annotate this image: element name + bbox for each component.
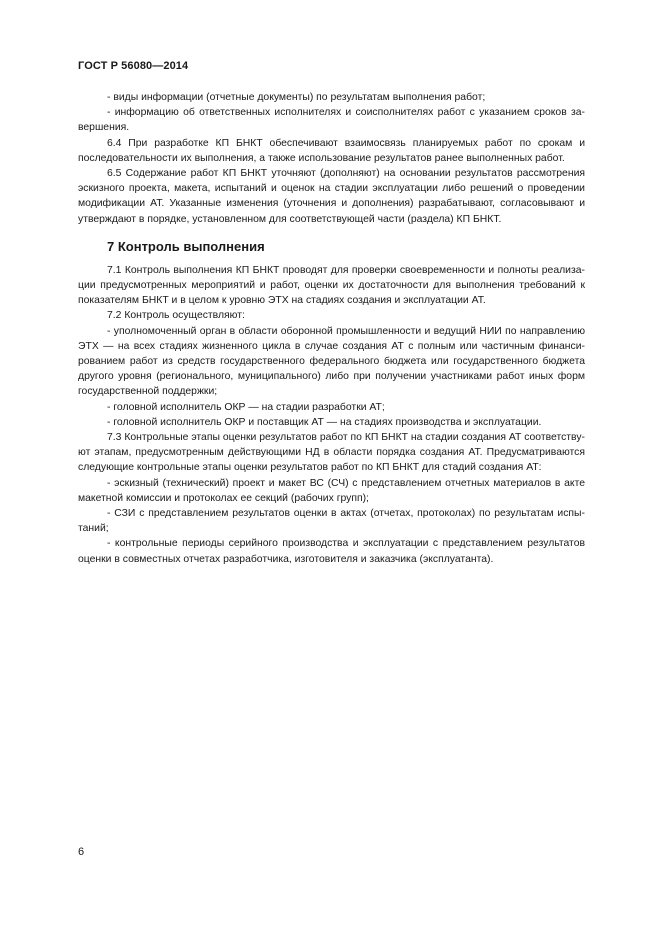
- clause-7-3: 7.3 Контрольные этапы оценки результатов работ по КП БНКТ на стадии создания АТ соответствуют этапам, предусмотренным действующими НД в области порядка создания АТ. Предусматриваются следующие контрольные этапы оценки результатов работ по КП БНКТ для стадий создания АТ:: [78, 432, 585, 474]
- list-item: - головной исполнитель ОКР и поставщик АТ — на стадиях производства и эксплуатации.: [107, 416, 542, 428]
- list-item: - эскизный (технический) проект и макет ВС (СЧ) с представлением отчетных материалов в акте макетной комиссии и протоколах ее секций (рабочих групп);: [78, 477, 585, 504]
- list-item: - СЗИ с представлением результатов оценки в актах (отчетах, протоколах) по результатам испытаний;: [78, 508, 585, 535]
- clause-7-1: 7.1 Контроль выполнения КП БНКТ проводят для проверки своевременности и полноты реализации предусмотренных мероприятий и работ, оценки их достаточности для выполнения требований к показателям БНКТ и в целом к уровню ЭТХ на стадиях создания и эксплуатации АТ.: [78, 264, 585, 307]
- clause-6-5: 6.5 Содержание работ КП БНКТ уточняют (дополняют) на основании результатов рассмотрения эскизного проекта, макета, испытаний и оценок на стадии эксплуатации либо решений о проведении модификации АТ. Указанные изменения (уточнения и дополнения) разрабатывают, согласовывают и утверждают в порядке, установленном для соответствующей части (раздела) КП БНКТ.: [78, 168, 585, 225]
- section-heading: 7 Контроль выполнения: [107, 238, 265, 254]
- document-body: [78, 90, 585, 567]
- list-item: - уполномоченный орган в области оборонной промышленности и ведущий НИИ по направлению ЭТХ — на всех стадиях жизненного цикла в случае создания АТ с полным или частичным финансированием работ из средств государственного федерального бюджета или государственного бюджета другого уровня (регионального, муниципального) либо при получении участниками работ иных форм государственной поддержки;: [78, 325, 585, 398]
- list-item: - виды информации (отчетные документы) по результатам выполнения работ;: [107, 92, 486, 103]
- page-number: 6: [78, 846, 85, 858]
- clause-6-4: 6.4 При разработке КП БНКТ обеспечивают взаимосвязь планируемых работ по срокам и последовательности их выполнения, а также использование результатов ранее выполненных работ.: [78, 137, 585, 164]
- list-item: - контрольные периоды серийного производства и эксплуатации с представлением результатов оценки в совместных отчетах разработчика, изготовителя и заказчика (эксплуатанта).: [78, 538, 585, 565]
- list-item: - головной исполнитель ОКР — на стадии разработки АТ;: [107, 401, 385, 413]
- list-item: - информацию об ответственных исполнителях и соисполнителях работ с указанием сроков завершения.: [78, 107, 585, 134]
- clause-7-2: 7.2 Контроль осуществляют:: [107, 310, 245, 322]
- standard-code: ГОСТ Р 56080—2014: [78, 60, 189, 72]
